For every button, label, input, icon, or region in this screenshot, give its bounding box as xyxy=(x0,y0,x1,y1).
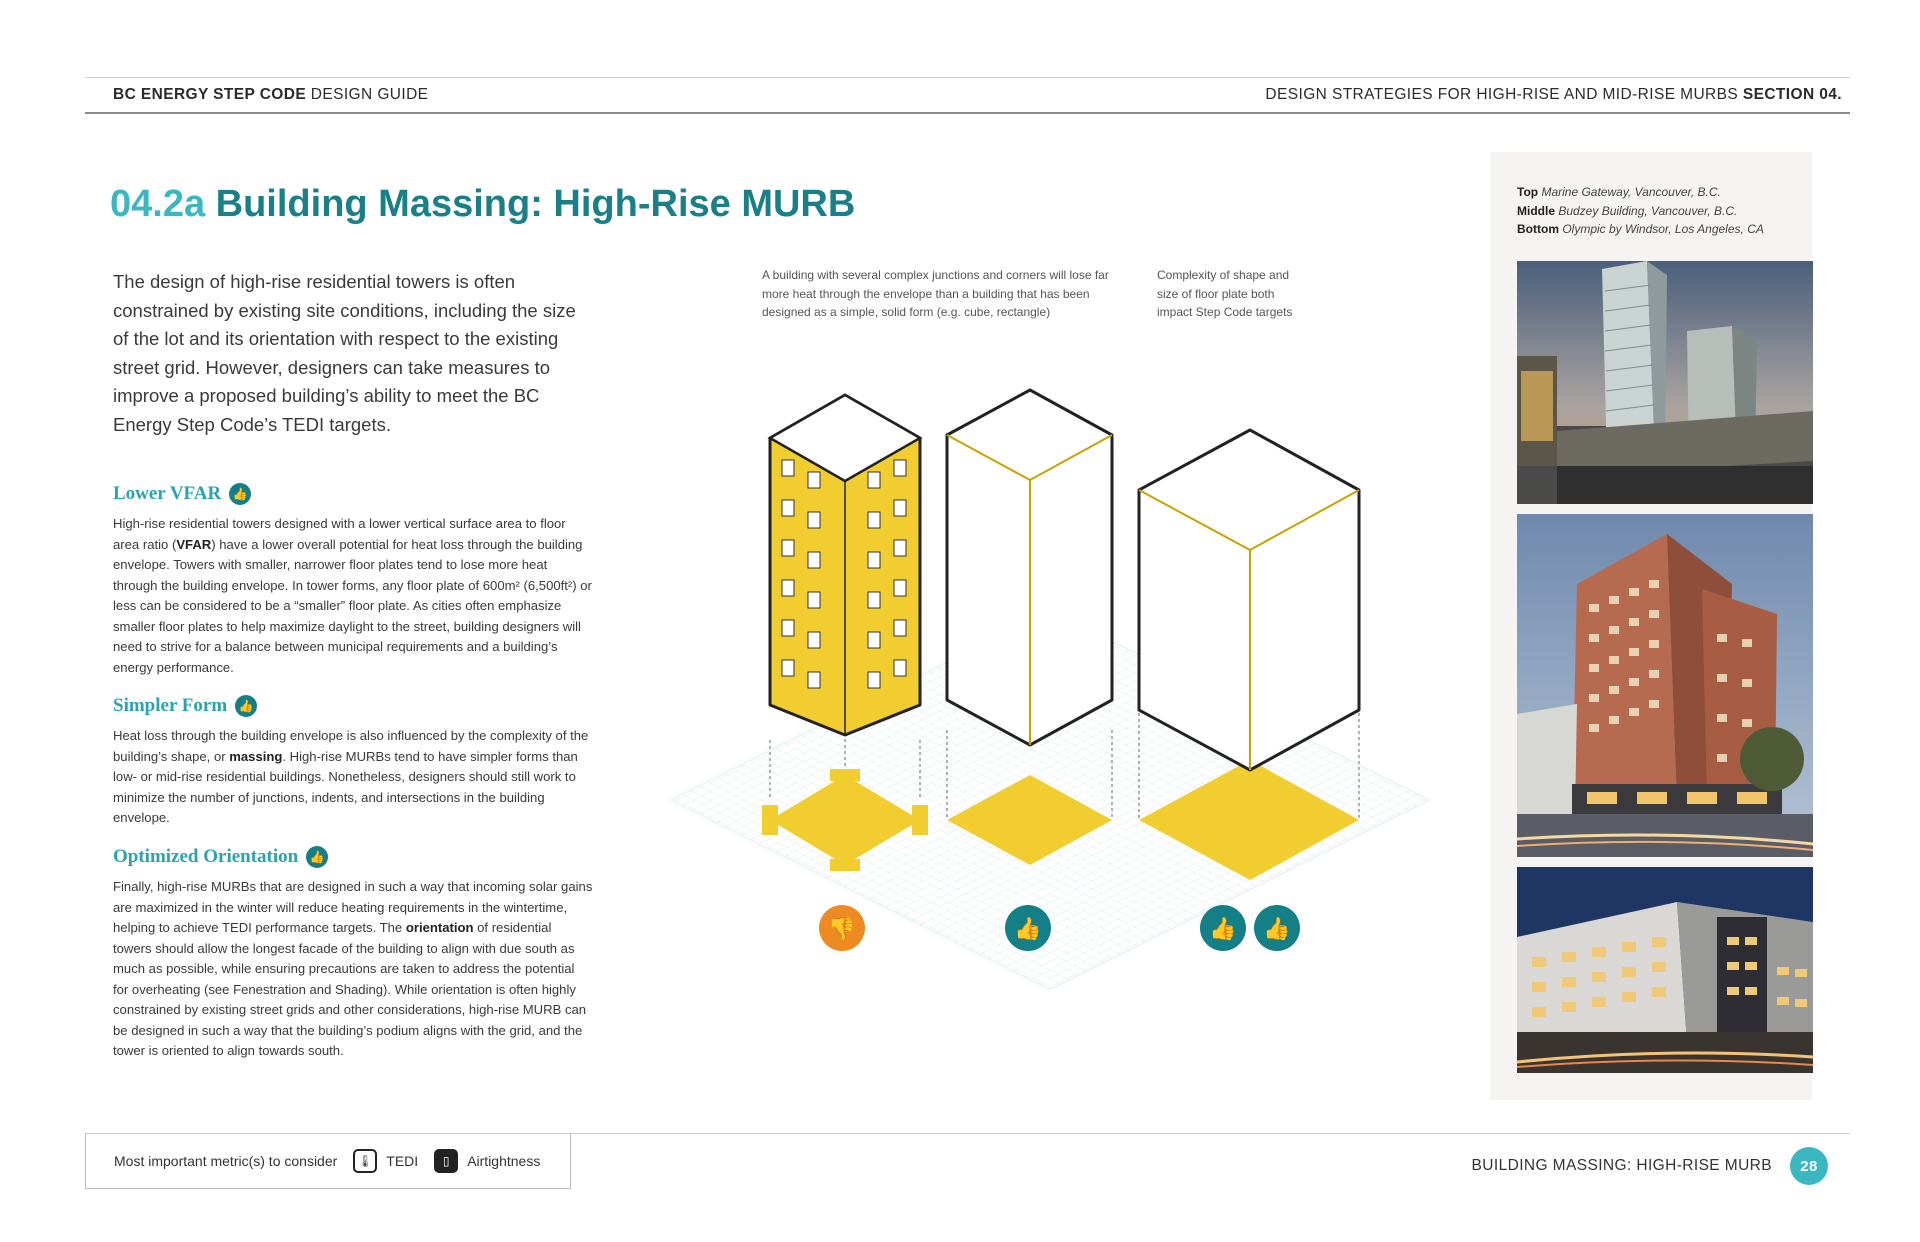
section-body-lower-vfar: High-rise residential towers designed with a lower vertical surface area to floor area ratio (VFAR) have a lower overall potential for heat loss through the building envelope. Towers with smaller, narrower floor plates tend to lose more heat through the building envelope. In tower forms, any floor plate of 600m² (6,500ft²) or less can be considered to be a “smaller” floor plate. As cities often emphasize smaller floor plates to help maximize daylight to the street, building designers will need to strive for a balance between municipal requirements and a building’s energy performance. xyxy=(113,516,592,675)
section-heading-simpler-form: Simpler Form 👍 xyxy=(113,695,257,717)
thumbs-up-icon xyxy=(1005,905,1051,951)
svg-text:👍: 👍 xyxy=(1209,917,1237,942)
thumbs-up-icon xyxy=(1200,905,1246,951)
thumbs-up-icon: 👍 xyxy=(229,483,251,505)
diagram-caption-size: Complexity of shape and size of floor plate both impact Step Code targets xyxy=(1157,268,1293,319)
metric-airtightness: Airtightness xyxy=(467,1152,541,1169)
section-label: DESIGN STRATEGIES FOR HIGH-RISE AND MID-RISE MURBS SECTION 04. xyxy=(1265,86,1842,103)
tower-simple-large xyxy=(1139,430,1359,770)
section-heading-lower-vfar: Lower VFAR 👍 xyxy=(113,483,251,505)
photo-olympic-by-windsor xyxy=(1517,867,1813,1073)
guide-title: BC ENERGY STEP CODE DESIGN GUIDE xyxy=(113,86,429,103)
door-icon: ▯ xyxy=(434,1149,458,1173)
svg-text:👍: 👍 xyxy=(1014,917,1042,942)
massing-diagram xyxy=(670,380,1450,1060)
svg-text:👎: 👎 xyxy=(828,917,856,942)
section-body-optimized-orientation: Finally, high-rise MURBs that are designed in such a way that incoming solar gains are maximized in the winter will reduce heating requirements in the wintertime, helping to achieve TEDI performance targets. The orientation of residential towers should allow the longest facade of the building to align with due south as much as possible, while ensuring precautions are taken to address the potential for overheating (see Fenestration and Shading). While orientation is often highly constrained by existing street grids and other considerations, high-rise MURB can be designed in such a way that the building’s podium aligns with the grid, and the tower is oriented to align towards south. xyxy=(113,879,593,1058)
page-number: 28 xyxy=(1790,1147,1828,1185)
metric-tedi: TEDI xyxy=(386,1152,419,1169)
thermometer-icon: 🌡 xyxy=(353,1149,377,1173)
thumbs-up-icon: 👍 xyxy=(306,846,328,868)
tower-complex xyxy=(770,395,920,735)
section-heading-optimized-orientation: Optimized Orientation 👍 xyxy=(113,846,328,868)
intro-paragraph: The design of high-rise residential towers is often constrained by existing site conditions, including the size of the lot and its orientation with respect to the existing street grid. However, designers can take measures to improve a proposed building’s ability to meet the BC Energy Step Code’s TEDI targets. xyxy=(113,271,576,435)
photo-budzey-building xyxy=(1517,514,1813,857)
page-title: 04.2a Building Massing: High-Rise MURB xyxy=(110,183,856,225)
metrics-label: Most important metric(s) to consider xyxy=(114,1152,338,1169)
header-top-rule xyxy=(85,77,1850,78)
metrics-box xyxy=(85,1133,571,1189)
footer-section xyxy=(1472,1147,1828,1185)
section-body-simpler-form: Heat loss through the building envelope is also influenced by the complexity of the building’s shape, or massing. High-rise MURBs tend to have simpler forms than low- or mid-rise residential buildings. Nonetheless, designers should still work to minimize the number of junctions, indents, and intersections in the building envelope. xyxy=(113,728,589,825)
thumbs-up-icon: 👍 xyxy=(235,695,257,717)
footer-section-title: BUILDING MASSING: HIGH-RISE MURB xyxy=(1471,1157,1772,1174)
diagram-caption-complex: A building with several complex junctions and corners will lose far more heat through the envelope than a building that has been designed as a simple, solid form (e.g. cube, rectangle) xyxy=(762,268,1109,319)
thumbs-up-icon xyxy=(1254,905,1300,951)
thumbs-down-icon xyxy=(819,905,865,951)
photo-credits: Top Marine Gateway, Vancouver, B.C. Middle Budzey Building, Vancouver, B.C. Bottom Olympic by Windsor, Los Angeles, CA xyxy=(1517,185,1764,236)
tower-simple-narrow xyxy=(947,390,1112,745)
photo-marine-gateway xyxy=(1517,261,1813,504)
header-bottom-rule xyxy=(85,112,1850,114)
svg-text:👍: 👍 xyxy=(1263,917,1291,942)
